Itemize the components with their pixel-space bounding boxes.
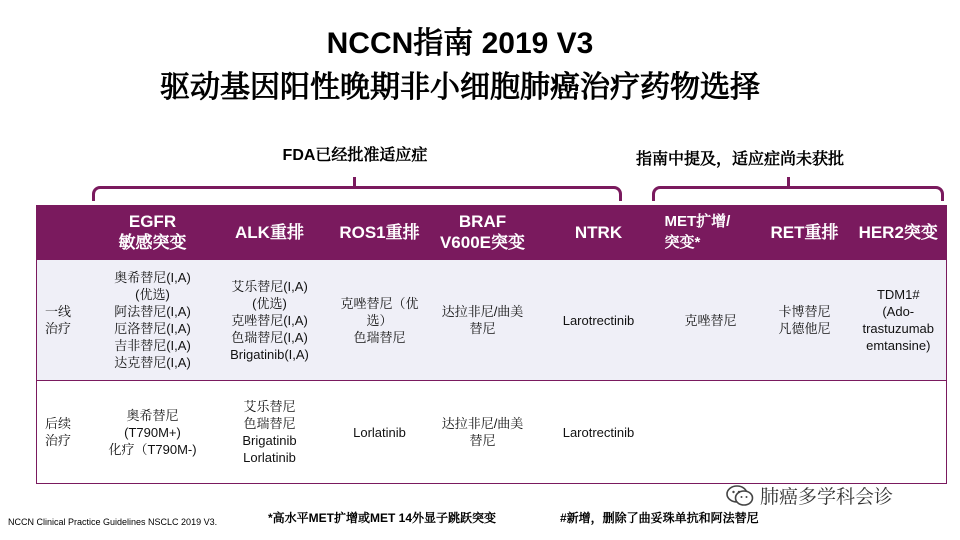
cell-line: 化疗（T790M-) (108, 441, 197, 457)
cell-line: 艾乐替尼(I,A) (231, 278, 308, 294)
cell-line: (T790M+) (124, 424, 181, 440)
table-cell (759, 260, 851, 381)
table-cell (663, 381, 759, 484)
header-line: RET重排 (770, 222, 839, 242)
cell-line: 卡博替尼 (778, 304, 831, 319)
table-cell (431, 381, 535, 484)
table-cell (329, 260, 431, 381)
header-cell (211, 205, 329, 260)
cell-line: (优选) (252, 295, 287, 311)
fda-approved-label: FDA已经批准适应症 (282, 147, 428, 164)
table-cell (95, 381, 211, 484)
wechat-icon (726, 485, 754, 507)
table-cell (535, 381, 663, 484)
cell-line: 艾乐替尼 (243, 399, 296, 414)
table-cell (759, 381, 851, 484)
cell-line: (优选) (135, 287, 170, 302)
cell-line: 奥希替尼 (126, 407, 179, 423)
cell-line: 克唑替尼（优 (340, 295, 419, 311)
cell-line: 奥希替尼(I,A) (114, 270, 191, 285)
drug-selection-table (36, 205, 947, 484)
header-cell (95, 205, 211, 260)
watermark-text: 肺癌多学科会诊 (760, 487, 894, 508)
header-cell (663, 205, 759, 260)
header-cell (329, 205, 431, 260)
table-row (37, 260, 947, 381)
cell-line: 替尼 (469, 433, 496, 448)
header-line: MET扩增/ (664, 213, 731, 230)
cell-line: 凡德他尼 (778, 321, 831, 336)
table-cell (211, 260, 329, 381)
fda-bracket (92, 186, 622, 201)
cell-line: Larotrectinib (562, 424, 635, 440)
row-label-line: 治疗 (45, 321, 72, 336)
table-cell (431, 260, 535, 381)
header-line: HER2突变 (858, 222, 938, 242)
cell-line: 达拉非尼/曲美 (441, 304, 524, 319)
header-line: EGFR (128, 212, 177, 231)
cell-line: Lorlatinib (353, 424, 406, 440)
cell-line: 达拉非尼/曲美 (441, 416, 524, 431)
table-cell (329, 381, 431, 484)
table-row (37, 381, 947, 484)
guideline-mentioned-label: 指南中提及，适应症尚未获批 (635, 151, 844, 168)
header-line: NTRK (574, 222, 623, 242)
cell-line: 阿法替尼(I,A) (114, 304, 191, 319)
header-cell (431, 205, 535, 260)
cell-line: 替尼 (469, 321, 496, 336)
row-label (37, 381, 95, 484)
header-corner (37, 205, 95, 260)
row-label-line: 治疗 (45, 433, 72, 448)
cell-line: Brigatinib(I,A) (230, 346, 309, 362)
cell-line: 色瑞替尼 (353, 329, 406, 345)
cell-line: TDM1# (876, 287, 920, 302)
cell-line: Larotrectinib (562, 312, 635, 328)
header-cell (851, 205, 947, 260)
cell-line: 克唑替尼(I,A) (231, 312, 308, 328)
cell-line: trastuzumab (862, 321, 935, 336)
cell-line: 厄洛替尼(I,A) (114, 321, 191, 336)
header-line: V600E突变 (439, 233, 526, 252)
header-line: 突变* (664, 234, 701, 251)
cell-line: emtansine) (866, 338, 931, 353)
table-cell (851, 260, 947, 381)
row-label (37, 260, 95, 381)
title-line-1: NCCN指南 2019 V3 (326, 27, 594, 60)
watermark (726, 482, 893, 509)
cell-line: 克唑替尼 (684, 312, 737, 328)
guideline-bracket (652, 186, 944, 201)
header-cell (759, 205, 851, 260)
cell-line: Brigatinib (242, 433, 297, 448)
header-line: 敏感突变 (118, 233, 187, 252)
row-label-line: 后续 (45, 416, 72, 431)
table-header-row (37, 205, 947, 260)
cell-line: (Ado- (882, 304, 915, 319)
header-line: BRAF (458, 212, 507, 231)
title-line-2: 驱动基因阳性晚期非小细胞肺癌治疗药物选择 (160, 71, 760, 104)
header-cell (535, 205, 663, 260)
cell-line: 色瑞替尼(I,A) (231, 329, 308, 345)
cell-line: 达克替尼(I,A) (114, 355, 191, 370)
table-cell (95, 260, 211, 381)
table-cell (663, 260, 759, 381)
header-line: ALK重排 (235, 222, 304, 242)
row-label-line: 一线 (45, 304, 72, 319)
footnote-met: *高水平MET扩增或MET 14外显子跳跃突变 (268, 511, 497, 525)
cell-line: 色瑞替尼 (243, 416, 296, 431)
table-cell (211, 381, 329, 484)
citation: NCCN Clinical Practice Guidelines NSCLC 2019 V3. (8, 517, 218, 527)
cell-line: Lorlatinib (243, 450, 296, 465)
header-line: ROS1重排 (339, 222, 420, 242)
footnote-new: #新增，删除了曲妥珠单抗和阿法替尼 (560, 511, 759, 525)
cell-line: 选） (366, 312, 393, 328)
table-cell (851, 381, 947, 484)
table-cell (535, 260, 663, 381)
cell-line: 吉非替尼(I,A) (114, 338, 191, 353)
